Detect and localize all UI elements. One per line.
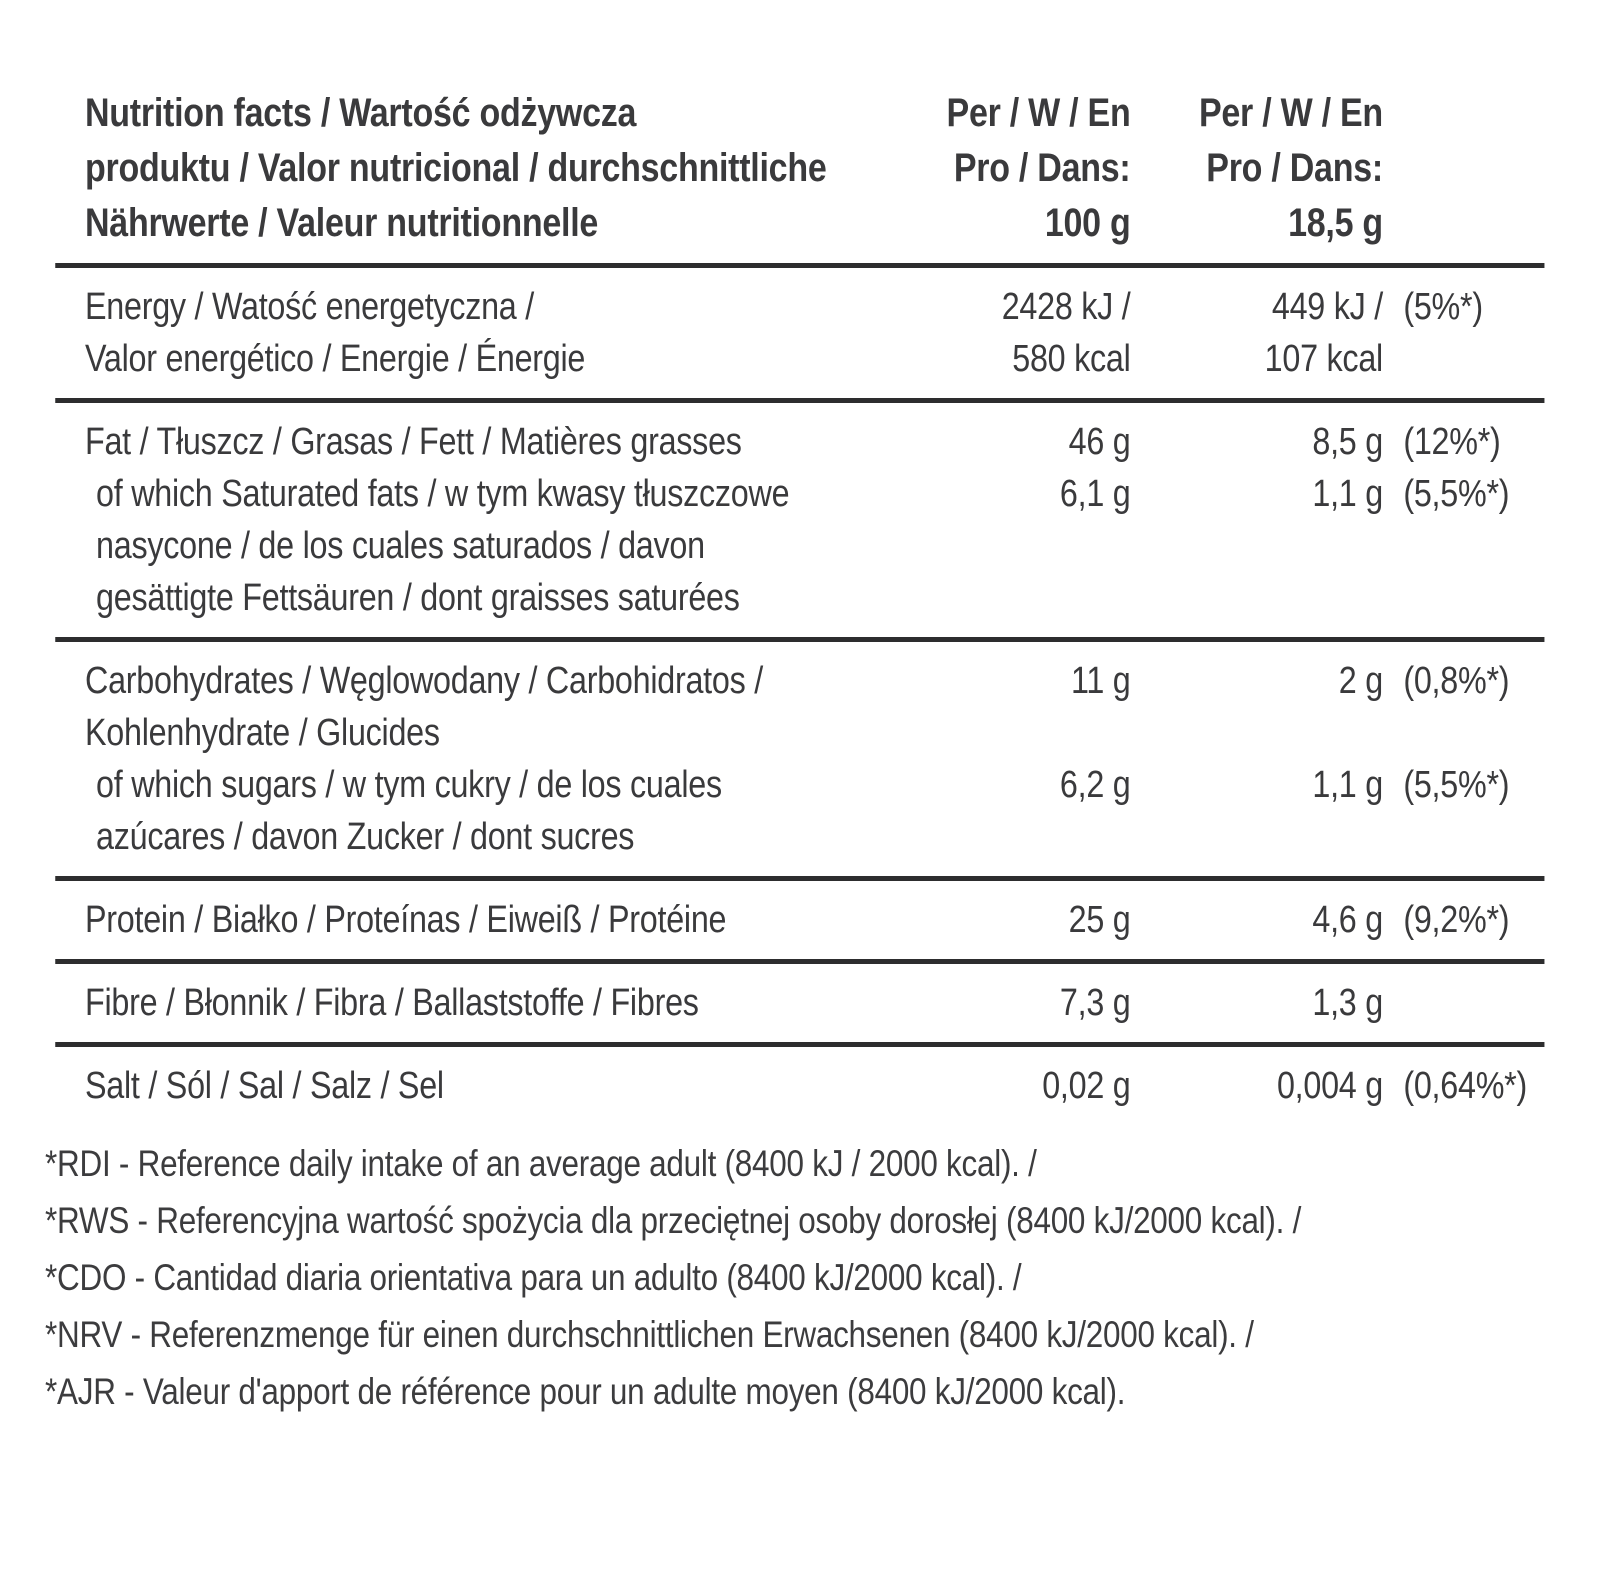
header-per-100g-line: Per / W / En: [946, 91, 1131, 135]
nutrient-label-line: Protein / Białko / Proteínas / Eiweiß / Protéine: [85, 899, 727, 941]
rdi-percent-line: (5%*): [1403, 286, 1483, 328]
per-portion-value-line: 8,5 g: [1312, 421, 1383, 463]
per-portion-value: [1131, 655, 1383, 759]
nutrient-label-line: of which Saturated fats / w tym kwasy tłuszczowe: [96, 473, 790, 515]
table-row: [85, 1060, 1544, 1112]
table-row: [85, 655, 1544, 759]
nutrient-label-line: Fibre / Błonnik / Fibra / Ballaststoffe / Fibres: [85, 982, 699, 1024]
rdi-percent-line: (9,2%*): [1403, 899, 1510, 941]
header-label-line: Nutrition facts / Wartość odżywcza: [85, 91, 637, 135]
header-per-portion-line: Per / W / En: [1198, 91, 1383, 135]
per-100g-value: [927, 468, 1131, 624]
rdi-percent-line: (5,5%*): [1403, 473, 1510, 515]
rdi-percent: [1383, 655, 1545, 759]
table-row: [85, 416, 1544, 468]
rdi-percent-line: (5,5%*): [1403, 764, 1510, 806]
nutrient-label: [85, 281, 927, 385]
per-100g-value-line: 11 g: [1071, 660, 1131, 702]
per-100g-value: [927, 416, 1131, 468]
table-group: [55, 403, 1544, 637]
per-portion-value: [1131, 759, 1383, 863]
nutrient-label: [85, 655, 927, 759]
per-portion-value-line: 2 g: [1338, 660, 1383, 702]
table-group: [55, 964, 1544, 1042]
table-group: [55, 642, 1544, 876]
nutrition-table: [55, 86, 1544, 1125]
rdi-percent: [1383, 281, 1545, 385]
header-per-portion: [1131, 86, 1383, 251]
table-row: [85, 894, 1544, 946]
nutrient-label-line: azúcares / davon Zucker / dont sucres: [96, 816, 635, 858]
table-row: [85, 977, 1544, 1029]
header-percent-spacer: [1383, 86, 1545, 251]
rdi-percent: [1383, 894, 1545, 946]
rdi-percent: [1383, 416, 1545, 468]
per-portion-value: [1131, 281, 1383, 385]
table-header: [55, 86, 1544, 263]
nutrient-label-line: Carbohydrates / Węglowodany / Carbohidratos /: [85, 660, 763, 702]
rdi-percent-line: (0,64%*): [1403, 1065, 1527, 1107]
header-label-line: produktu / Valor nutricional / durchschnittliche: [85, 146, 827, 190]
per-portion-value-line: 107 kcal: [1264, 338, 1383, 380]
rdi-percent: [1383, 977, 1545, 1029]
per-portion-value: [1131, 894, 1383, 946]
nutrient-label: [85, 1060, 927, 1112]
header-per-portion-line: 18,5 g: [1288, 201, 1383, 245]
per-100g-value: [927, 655, 1131, 759]
per-portion-value-line: 1,3 g: [1312, 982, 1383, 1024]
per-100g-value: [927, 759, 1131, 863]
header-per-100g-line: 100 g: [1044, 201, 1131, 245]
footnote-line: *AJR - Valeur d'apport de référence pour un adulte moyen (8400 kJ/2000 kcal).: [45, 1371, 1126, 1412]
per-portion-value-line: 1,1 g: [1312, 764, 1383, 806]
per-portion-value-line: 4,6 g: [1312, 899, 1383, 941]
nutrient-label: [85, 977, 927, 1029]
nutrient-label-line: nasycone / de los cuales saturados / davon: [96, 525, 705, 567]
per-100g-value-line: 7,3 g: [1059, 982, 1131, 1024]
per-portion-value: [1131, 1060, 1383, 1112]
per-100g-value: [927, 281, 1131, 385]
table-group: [55, 1047, 1544, 1125]
table-row: [85, 759, 1544, 863]
rdi-percent: [1383, 468, 1545, 624]
per-100g-value: [927, 977, 1131, 1029]
per-portion-value-line: 0,004 g: [1276, 1065, 1383, 1107]
footnote-line: *NRV - Referenzmenge für einen durchschnittlichen Erwachsenen (8400 kJ/2000 kcal). /: [45, 1314, 1254, 1355]
nutrition-label: [0, 86, 1600, 1420]
table-group: [55, 268, 1544, 398]
footnote-line: *CDO - Cantidad diaria orientativa para un adulto (8400 kJ/2000 kcal). /: [45, 1257, 1022, 1298]
nutrient-label-line: Valor energético / Energie / Énergie: [85, 338, 586, 380]
rdi-percent: [1383, 759, 1545, 863]
table-row: [85, 281, 1544, 385]
footnote-line: *RDI - Reference daily intake of an average adult (8400 kJ / 2000 kcal). /: [45, 1143, 1037, 1184]
nutrient-label-line: gesättigte Fettsäuren / dont graisses saturées: [96, 577, 740, 619]
nutrient-label-line: Fat / Tłuszcz / Grasas / Fett / Matières grasses: [85, 421, 742, 463]
nutrient-label: [85, 468, 927, 624]
nutrient-label-line: Salt / Sól / Sal / Salz / Sel: [85, 1065, 444, 1107]
nutrient-label-line: Energy / Watość energetyczna /: [85, 286, 534, 328]
nutrient-label-line: of which sugars / w tym cukry / de los cuales: [96, 764, 722, 806]
footnote-line: *RWS - Referencyjna wartość spożycia dla przeciętnej osoby dorosłej (8400 kJ/2000 kcal). /: [45, 1200, 1302, 1241]
table-header-row: [85, 86, 1544, 251]
header-label: [85, 86, 927, 251]
rdi-percent-line: (0,8%*): [1403, 660, 1510, 702]
per-portion-value: [1131, 977, 1383, 1029]
footnotes: [45, 1135, 1544, 1420]
per-portion-value: [1131, 416, 1383, 468]
table-group: [55, 881, 1544, 959]
header-per-100g-line: Pro / Dans:: [953, 146, 1131, 190]
table-body: [55, 263, 1544, 1125]
per-100g-value-line: 46 g: [1068, 421, 1131, 463]
nutrient-label: [85, 416, 927, 468]
per-100g-value-line: 25 g: [1068, 899, 1131, 941]
per-100g-value-line: 0,02 g: [1042, 1065, 1131, 1107]
rdi-percent: [1383, 1060, 1545, 1112]
table-row: [85, 468, 1544, 624]
per-portion-value: [1131, 468, 1383, 624]
per-100g-value-line: 580 kcal: [1012, 338, 1131, 380]
nutrient-label: [85, 759, 927, 863]
nutrient-label: [85, 894, 927, 946]
per-portion-value-line: 1,1 g: [1312, 473, 1383, 515]
header-per-100g: [927, 86, 1131, 251]
nutrient-label-line: Kohlenhydrate / Glucides: [85, 712, 440, 754]
per-100g-value-line: 6,2 g: [1059, 764, 1131, 806]
header-label-line: Nährwerte / Valeur nutritionnelle: [85, 201, 599, 245]
per-100g-value: [927, 1060, 1131, 1112]
header-per-portion-line: Pro / Dans:: [1206, 146, 1383, 190]
per-100g-value-line: 2428 kJ /: [1001, 286, 1131, 328]
per-portion-value-line: 449 kJ /: [1271, 286, 1383, 328]
per-100g-value: [927, 894, 1131, 946]
rdi-percent-line: (12%*): [1403, 421, 1501, 463]
per-100g-value-line: 6,1 g: [1059, 473, 1131, 515]
